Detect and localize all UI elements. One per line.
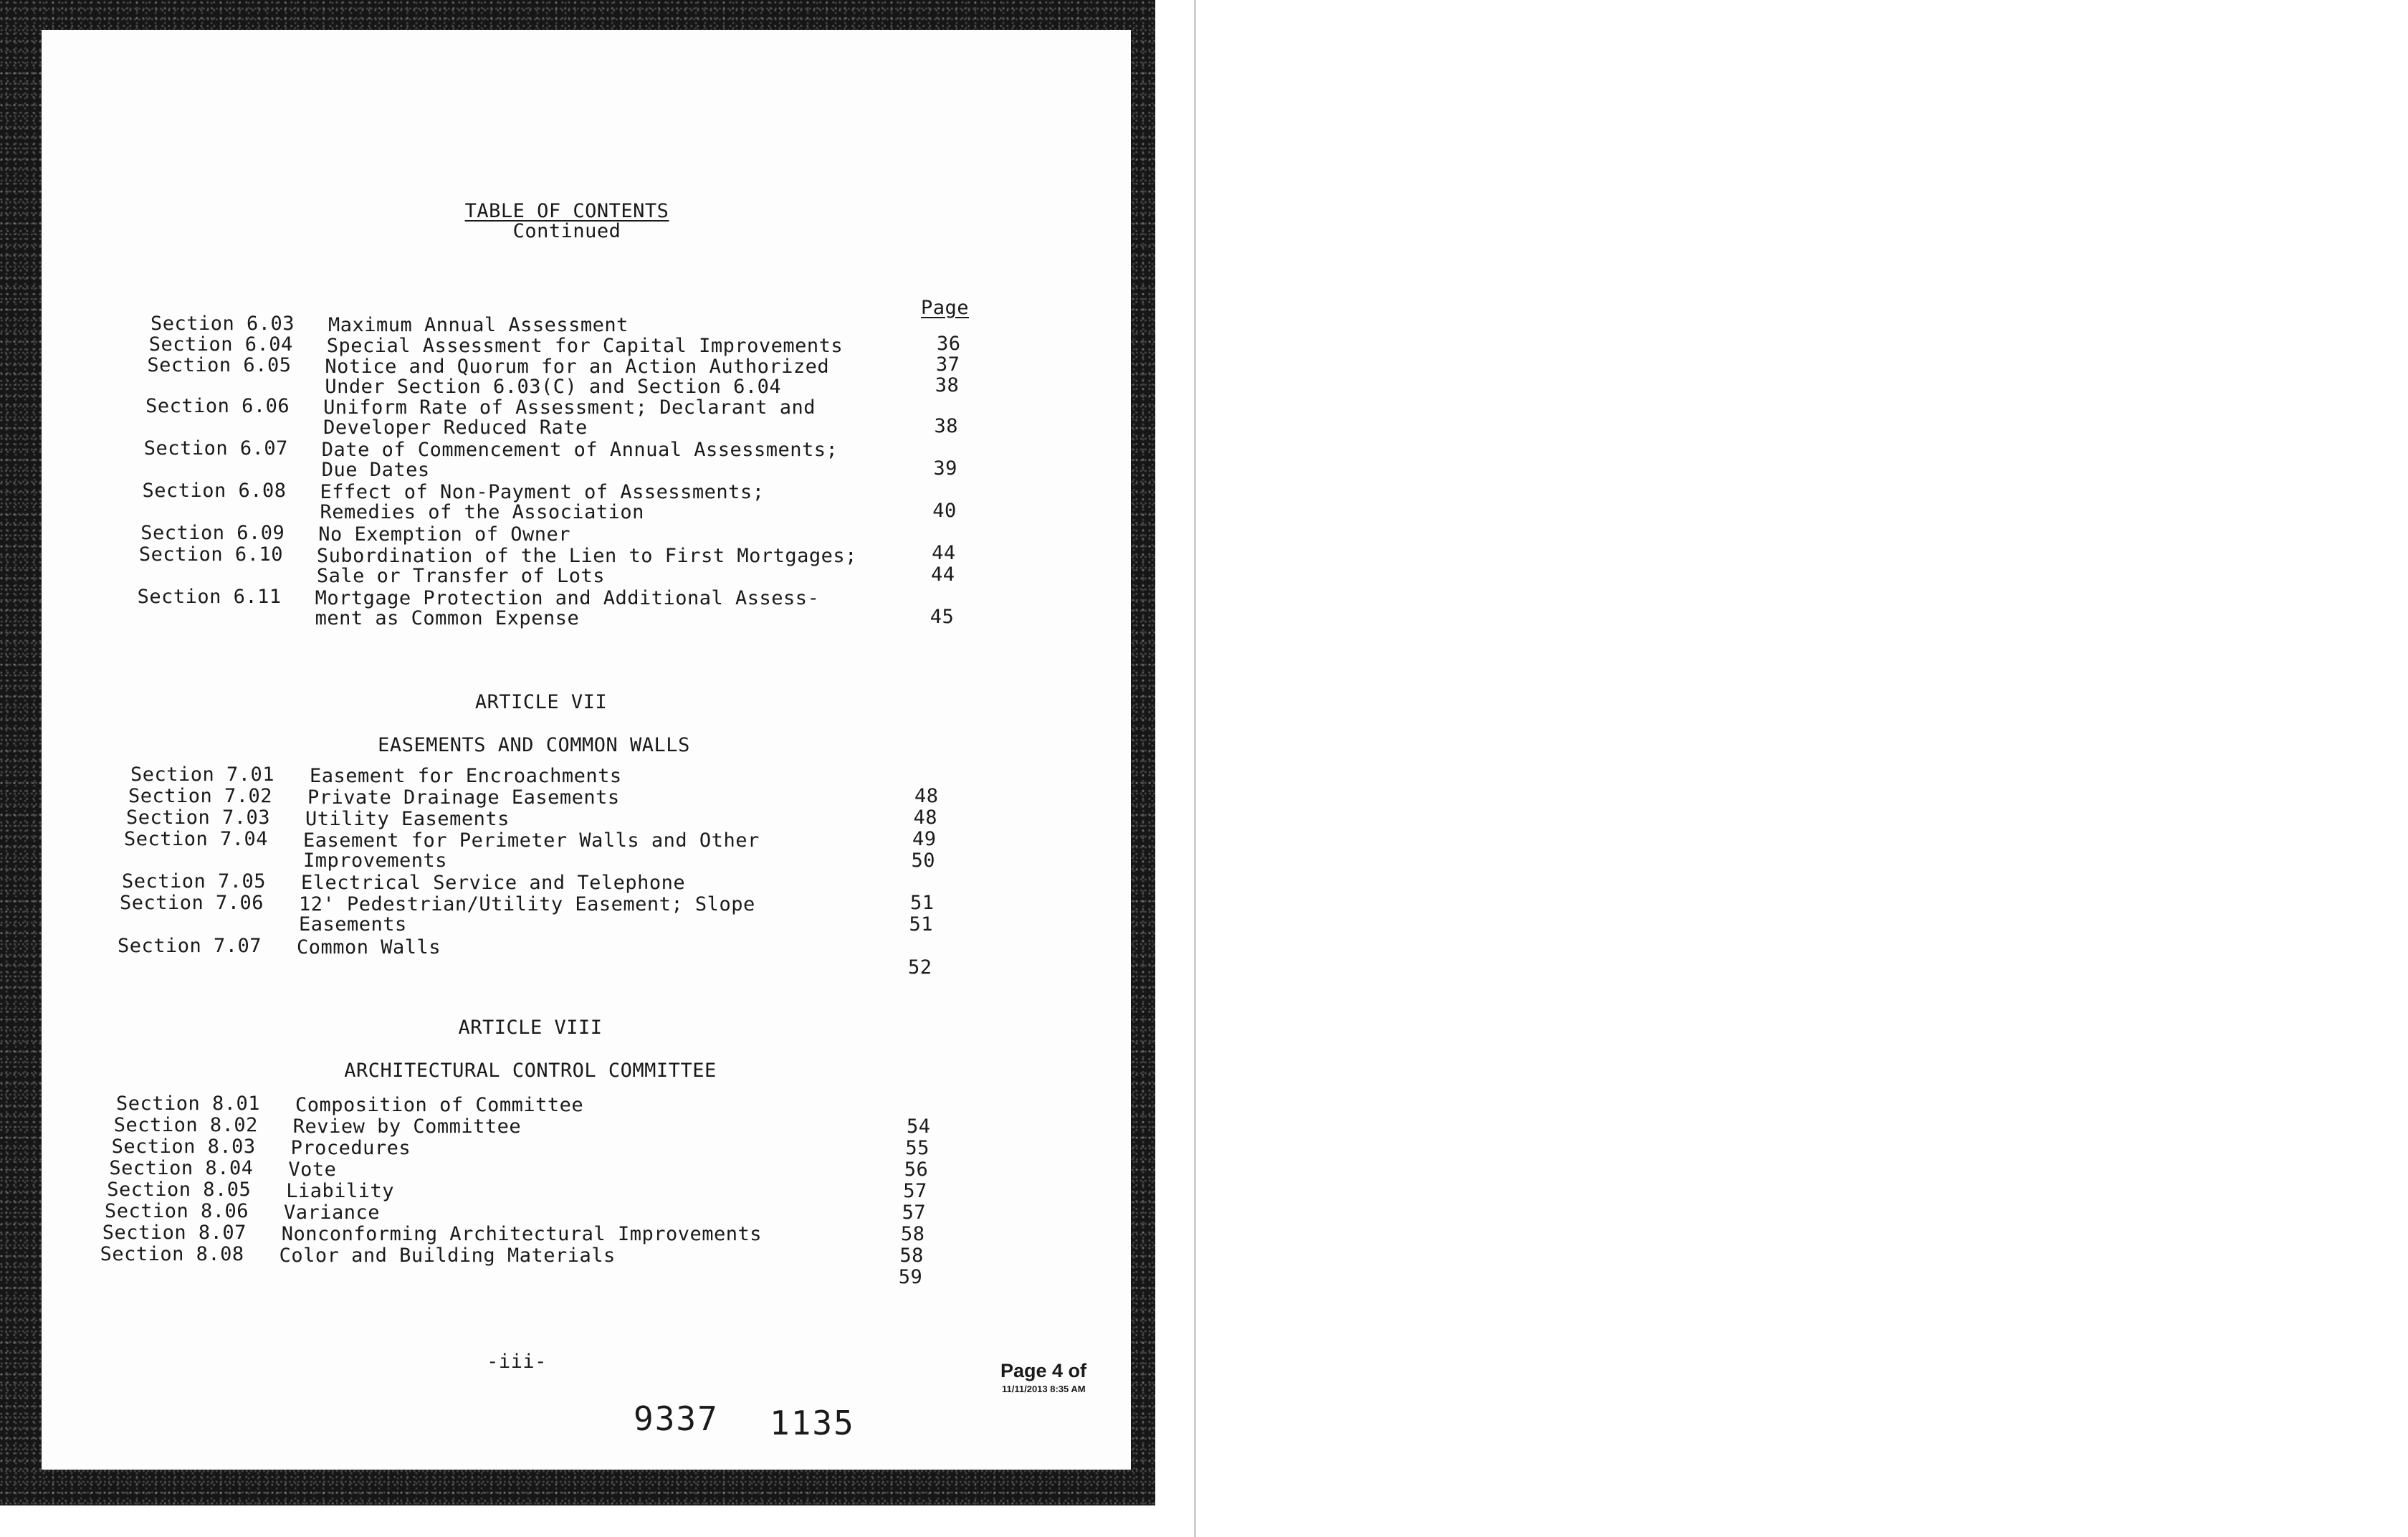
section-title: Nonconforming Architectural Improvements (281, 1223, 763, 1245)
section-title: Sale or Transfer of Lots (316, 565, 606, 587)
section-title: Review by Committee (292, 1115, 522, 1138)
section-title: Maximum Annual Assessment (328, 314, 629, 336)
section-number: Section 6.05 (147, 354, 292, 376)
section-number: Section 8.04 (109, 1157, 254, 1179)
section-title: Improvements (303, 850, 448, 872)
article-vii-title: EASEMENTS AND COMMON WALLS (378, 734, 690, 756)
section-page-number: 48 (913, 806, 938, 829)
section-page-number: 50 (911, 850, 936, 872)
section-page-number: 40 (932, 500, 957, 522)
section-number: Section 7.04 (124, 828, 269, 850)
section-title: Utility Easements (305, 808, 510, 830)
section-title: Electrical Service and Telephone (301, 872, 686, 894)
section-title: Procedures (290, 1137, 411, 1159)
section-number: Section 8.01 (116, 1093, 261, 1115)
document-page (42, 30, 1131, 1470)
section-title: Easements (299, 913, 407, 936)
section-number: Section 6.06 (145, 395, 290, 417)
section-title: Composition of Committee (295, 1094, 584, 1116)
section-page-number: 51 (910, 892, 935, 914)
section-title: Private Drainage Easements (307, 786, 620, 809)
section-page-number: 44 (930, 563, 955, 586)
section-title: Developer Reduced Rate (323, 417, 588, 439)
section-page-number: 57 (903, 1180, 927, 1202)
section-number: Section 8.03 (111, 1136, 256, 1158)
section-number: Section 7.01 (130, 763, 275, 786)
section-title: Effect of Non-Payment of Assessments; (320, 481, 765, 503)
section-title: ment as Common Expense (315, 607, 580, 629)
section-title: Notice and Quorum for an Action Authorized (325, 356, 830, 378)
section-number: Section 8.05 (107, 1179, 252, 1201)
section-title: Easement for Encroachments (310, 765, 622, 787)
section-page-number: 57 (902, 1201, 927, 1224)
section-number: Section 6.07 (143, 437, 288, 460)
roman-page-number: -iii- (487, 1351, 547, 1373)
section-title: No Exemption of Owner (318, 523, 571, 546)
section-page-number: 44 (932, 542, 956, 564)
section-number: Section 7.05 (122, 870, 267, 893)
section-title: Easement for Perimeter Walls and Other (303, 829, 760, 852)
article-vii-heading: ARTICLE VII (474, 691, 608, 713)
page-column-header: Page (921, 297, 970, 319)
section-title: Under Section 6.03(C) and Section 6.04 (325, 376, 782, 398)
section-title: Vote (288, 1158, 337, 1181)
section-title: 12' Pedestrian/Utility Easement; Slope (299, 893, 755, 915)
section-page-number: 58 (901, 1223, 925, 1245)
section-number: Section 8.08 (100, 1243, 244, 1265)
section-number: Section 6.11 (137, 586, 282, 608)
section-number: Section 6.09 (140, 522, 285, 544)
section-page-number: 49 (912, 828, 937, 850)
section-title: Due Dates (321, 459, 430, 481)
section-title: Color and Building Materials (279, 1245, 616, 1267)
section-page-number: 45 (930, 606, 955, 628)
section-number: Section 6.03 (150, 313, 295, 335)
section-number: Section 7.03 (126, 806, 271, 829)
toc-subtitle: Continued (512, 220, 621, 242)
section-number: Section 7.06 (120, 892, 264, 914)
section-title: Date of Commencement of Annual Assessments; (321, 439, 838, 461)
section-number: Section 6.04 (148, 333, 293, 356)
section-title: Special Assessment for Capital Improvements (326, 335, 844, 357)
section-title: Common Walls (297, 936, 441, 958)
print-timestamp: 11/11/2013 8:35 AM (1002, 1384, 1086, 1394)
section-number: Section 8.07 (102, 1222, 247, 1244)
section-page-number: 38 (935, 374, 960, 396)
section-page-number: 38 (934, 415, 959, 437)
section-title: Variance (284, 1201, 381, 1224)
section-page-number: 59 (898, 1266, 923, 1288)
article-viii-heading: ARTICLE VIII (458, 1017, 603, 1039)
section-number: Section 6.10 (138, 543, 283, 566)
toc-title: TABLE OF CONTENTS (464, 200, 669, 222)
section-page-number: 56 (904, 1158, 929, 1181)
section-number: Section 6.08 (142, 480, 287, 502)
section-page-number: 51 (909, 913, 934, 936)
section-page-number: 52 (908, 956, 932, 979)
section-page-number: 55 (905, 1137, 930, 1159)
section-title: Subordination of the Lien to First Mortgages; (316, 545, 857, 567)
section-page-number: 54 (907, 1115, 931, 1138)
section-page-number: 39 (933, 457, 957, 480)
section-number: Section 7.02 (128, 785, 273, 807)
section-title: Liability (286, 1180, 394, 1202)
section-number: Section 8.02 (113, 1114, 258, 1136)
page-divider (1194, 0, 1196, 1537)
section-page-number: 36 (937, 333, 961, 355)
stamp-number-right: 1135 (770, 1404, 855, 1442)
section-title: Mortgage Protection and Additional Assess- (315, 587, 820, 609)
stamp-number-left: 9337 (634, 1399, 719, 1438)
page-count-label: Page 4 of (1000, 1360, 1087, 1381)
section-page-number: 48 (914, 785, 939, 807)
article-viii-title: ARCHITECTURAL CONTROL COMMITTEE (344, 1060, 717, 1082)
section-title: Uniform Rate of Assessment; Declarant and (323, 396, 816, 419)
section-number: Section 7.07 (118, 935, 262, 957)
section-page-number: 37 (935, 353, 960, 376)
section-page-number: 58 (899, 1245, 924, 1267)
section-number: Section 8.06 (105, 1200, 249, 1222)
section-title: Remedies of the Association (320, 501, 644, 523)
